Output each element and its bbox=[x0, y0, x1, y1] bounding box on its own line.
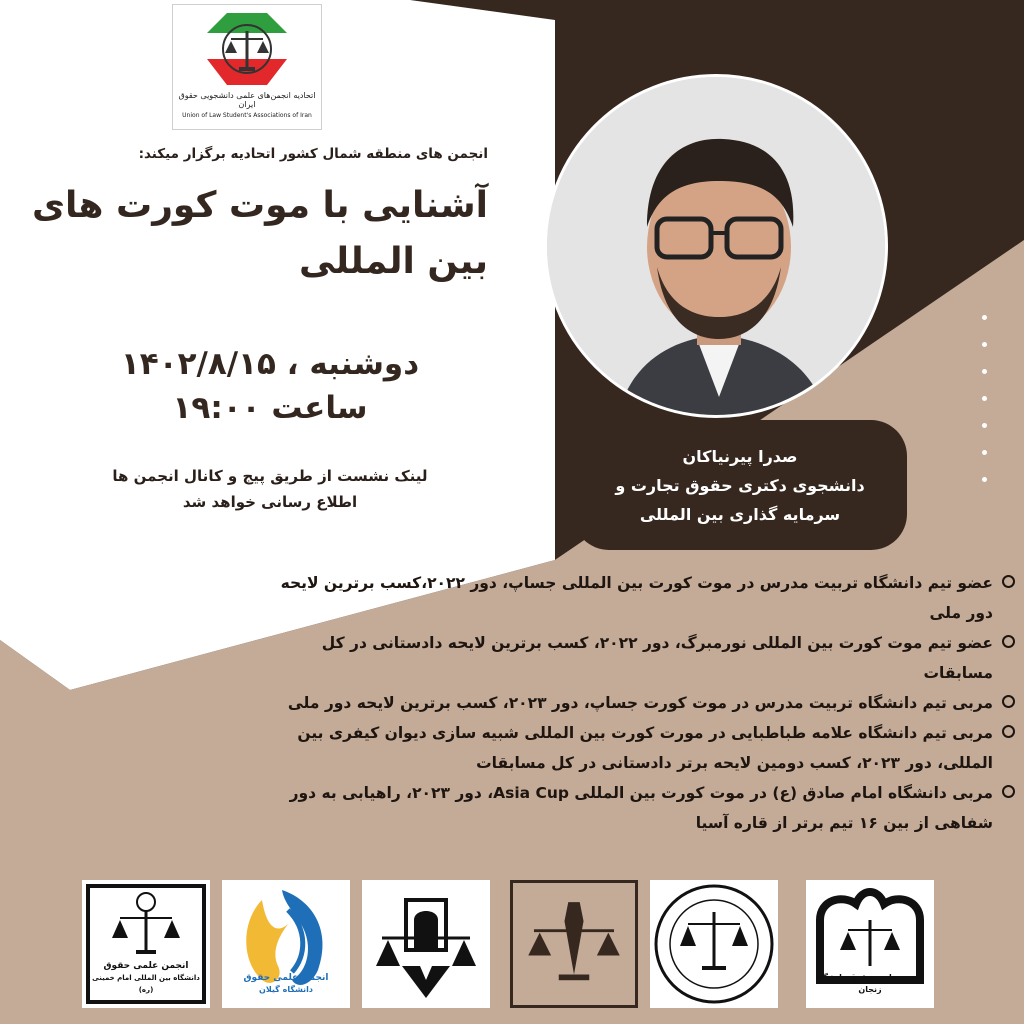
event-datetime bbox=[100, 342, 440, 430]
partner-logo-pen-scales bbox=[510, 880, 638, 1008]
speaker-title-line2: سرمایه گذاری بین المللی bbox=[639, 505, 841, 524]
speaker-photo bbox=[544, 74, 888, 418]
partner-logo-caption: انجمن علمی حقوق دانشگاه گیلان bbox=[243, 973, 329, 994]
list-item bbox=[255, 778, 1015, 838]
achievement-text: مربی دانشگاه امام صادق (ع) در موت کورت بین المللی Asia Cup، دور ۲۰۲۳، راهیابی به دور شفاهی از بین ۱۶ تیم برتر از قاره آسیا bbox=[289, 784, 993, 832]
link-note bbox=[60, 463, 480, 515]
partner-logo-round-seal bbox=[650, 880, 778, 1008]
partner-logo-caption: انجمن علمی حقوق دانشگاه بین المللی امام خمینی (ره) bbox=[92, 961, 200, 994]
event-title bbox=[0, 178, 488, 290]
event-time: ساعت ۱۹:۰۰ bbox=[172, 390, 368, 426]
speaker-portrait-icon bbox=[547, 77, 888, 418]
speaker-title-line1: دانشجوی دکتری حقوق تجارت و bbox=[615, 476, 865, 495]
partner-logo-building-scales bbox=[362, 880, 490, 1008]
event-date: دوشنبه ، ۱۴۰۲/۸/۱۵ bbox=[120, 346, 420, 382]
achievement-text: عضو تیم موت کورت بین المللی نورمبرگ، دور ۲۰۲۲، کسب برترین لایحه دادستانی در کل مسابقات bbox=[321, 634, 993, 682]
speaker-name: صدرا پیرنیاکان bbox=[682, 447, 798, 466]
list-item bbox=[255, 688, 1015, 718]
achievement-text: مربی تیم دانشگاه تربیت مدرس در موت کورت جساپ، دور ۲۰۲۳، کسب برترین لایحه دور ملی bbox=[287, 694, 993, 712]
event-title-line1: آشنایی با موت کورت های bbox=[32, 185, 488, 226]
partner-logo-zanjan bbox=[806, 880, 934, 1008]
circle-bullet-icon bbox=[1002, 635, 1015, 648]
circle-bullet-icon bbox=[1002, 785, 1015, 798]
partner-logos-row bbox=[0, 880, 1024, 1024]
pen-scales-icon bbox=[513, 883, 635, 1005]
speaker-card bbox=[573, 420, 907, 550]
union-logo-name-fa: اتحادیه انجمن‌های علمی دانشجویی حقوق ایران bbox=[178, 91, 316, 109]
scales-of-justice-icon bbox=[205, 11, 289, 89]
partner-logo-imam-khomeini bbox=[82, 880, 210, 1008]
union-logo-name-en: Union of Law Student's Associations of Iran bbox=[182, 112, 312, 119]
building-scales-icon bbox=[362, 880, 490, 1008]
list-item bbox=[255, 568, 1015, 628]
partner-logo-guilan bbox=[222, 880, 350, 1008]
achievement-text: مربی تیم دانشگاه علامه طباطبایی در مورت کورت بین المللی شبیه سازی دیوان کیفری بین المللی، دور ۲۰۲۳، کسب دومین لایحه برتر دادستانی در کل مسابقات bbox=[297, 724, 993, 772]
link-note-line2: اطلاع رسانی خواهد شد bbox=[182, 493, 358, 511]
list-item bbox=[255, 718, 1015, 778]
organizer-text: انجمن های منطقه شمال کشور اتحادیه برگزار میکند: bbox=[138, 146, 488, 162]
union-logo bbox=[172, 4, 322, 130]
achievements-list bbox=[255, 568, 1015, 838]
decorative-dots bbox=[982, 315, 987, 504]
round-seal-scales-icon bbox=[650, 880, 778, 1008]
link-note-line1: لینک نشست از طریق پیج و کانال انجمن ها bbox=[112, 467, 428, 485]
achievement-text: عضو تیم دانشگاه تربیت مدرس در موت کورت بین المللی جساپ، دور ۲۰۲۲،کسب برترین لایحه دور ملی bbox=[280, 574, 993, 622]
circle-bullet-icon bbox=[1002, 575, 1015, 588]
circle-bullet-icon bbox=[1002, 695, 1015, 708]
event-title-line2: بین المللی bbox=[299, 241, 488, 282]
circle-bullet-icon bbox=[1002, 725, 1015, 738]
partner-logo-caption: انجمن علمی حقوق دانشگاه زنجان bbox=[815, 973, 925, 994]
list-item bbox=[255, 628, 1015, 688]
